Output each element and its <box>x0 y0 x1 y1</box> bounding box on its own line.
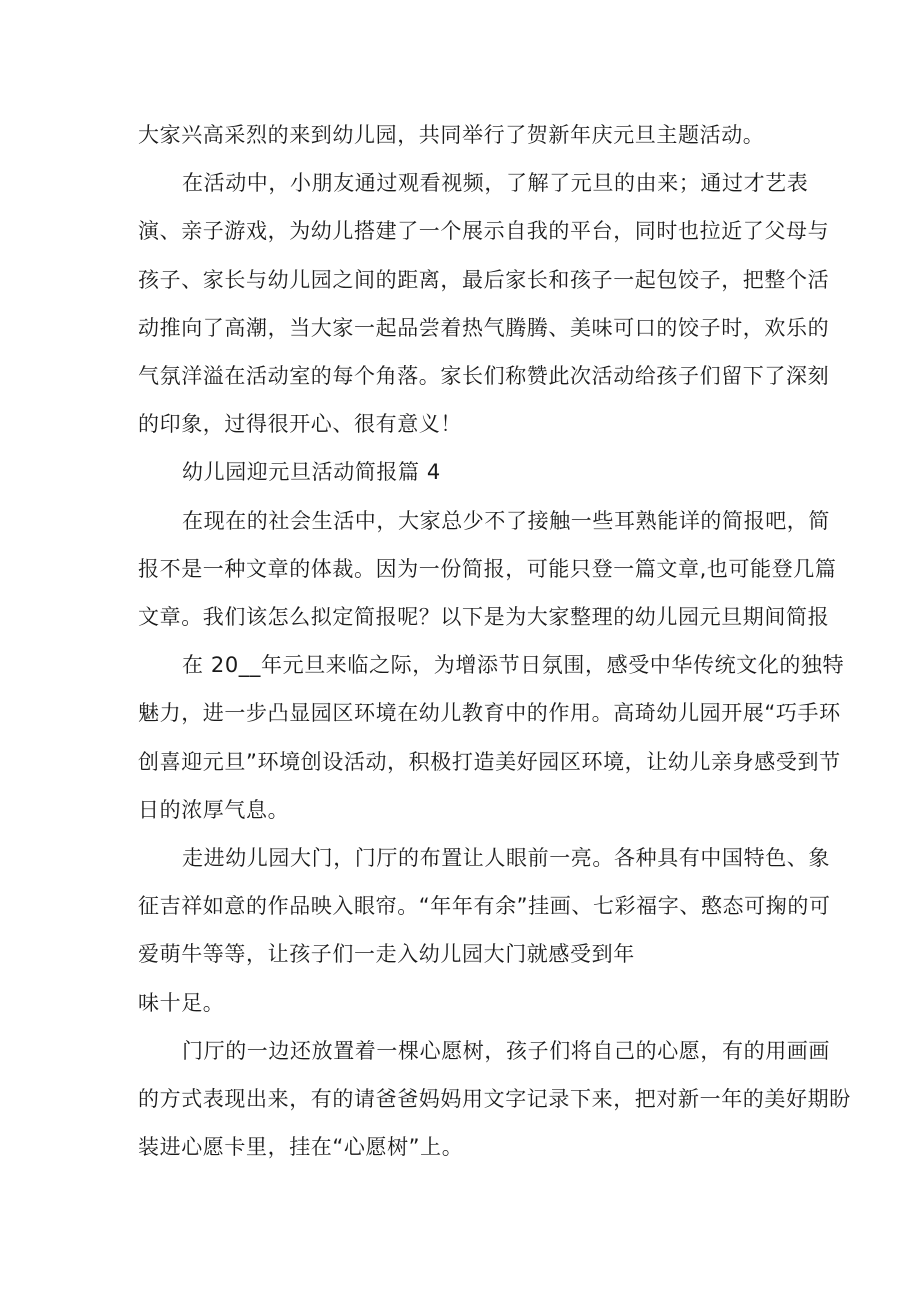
text-line: 在现在的社会生活中，大家总少不了接触一些耳熟能详的简报吧，简 <box>182 508 830 533</box>
text-line: 大家兴高采烈的来到幼儿园，共同举行了贺新年庆元旦主题活动。 <box>138 123 765 147</box>
text-line: 装进心愿卡里，挂在“心愿树”上。 <box>138 1135 464 1160</box>
paragraph-intro-ending <box>138 111 788 159</box>
text-line: 孩子、家长与幼儿园之间的距离，最后家长和孩子一起包饺子，把整个活 <box>138 267 830 292</box>
section-title: 幼儿园迎元旦活动简报篇 4 <box>182 460 441 485</box>
text-line: 门厅的一边还放置着一棵心愿树，孩子们将自己的心愿，有的用画画 <box>182 1038 830 1063</box>
text-line: 爱萌牛等等，让孩子们一走入幼儿园大门就感受到年 <box>138 942 635 967</box>
text-line: 在 20__年元旦来临之际，为增添节日氛围，感受中华传统文化的独特 <box>182 653 845 678</box>
text-line: 报不是一种文章的体裁。因为一份简报，可能只登一篇文章,也可能登几篇 <box>138 556 837 581</box>
text-line: 动推向了高潮，当大家一起品尝着热气腾腾、美味可口的饺子时，欢乐的 <box>138 315 830 340</box>
text-line: 文章。我们该怎么拟定简报呢？以下是为大家整理的幼儿园元旦期间简报 <box>138 605 830 630</box>
paragraph-activity <box>138 159 830 448</box>
text-line: 味十足。 <box>138 990 225 1015</box>
paragraph-entrance <box>138 834 831 1027</box>
text-line: 走进幼儿园大门，门厅的布置让人眼前一亮。各种具有中国特色、象 <box>182 846 830 871</box>
text-line: 创喜迎元旦”环境创设活动，积极打造美好园区环境，让幼儿亲身感受到节 <box>138 749 841 774</box>
paragraph-new-year <box>138 641 845 834</box>
document-body <box>138 111 851 1171</box>
text-line: 气氛洋溢在活动室的每个角落。家长们称赞此次活动给孩子们留下了深刻 <box>138 364 830 389</box>
text-line: 征吉祥如意的作品映入眼帘。“年年有余”挂画、七彩福字、憨态可掬的可 <box>138 894 831 919</box>
text-line: 魅力，进一步凸显园区环境在幼儿教育中的作用。高琦幼儿园开展“巧手环 <box>138 701 841 726</box>
section-heading <box>138 448 788 496</box>
paragraph-wish-tree <box>138 1027 851 1172</box>
text-line: 日的浓厚气息。 <box>138 797 290 822</box>
text-line: 的印象，过得很开心、很有意义！ <box>138 412 462 437</box>
text-line: 在活动中，小朋友通过观看视频，了解了元旦的由来；通过才艺表 <box>182 171 809 196</box>
text-line: 的方式表现出来，有的请爸爸妈妈用文字记录下来，把对新一年的美好期盼 <box>138 1087 851 1112</box>
text-line: 演、亲子游戏，为幼儿搭建了一个展示自我的平台，同时也拉近了父母与 <box>138 219 830 244</box>
paragraph-briefing-intro <box>138 497 837 642</box>
